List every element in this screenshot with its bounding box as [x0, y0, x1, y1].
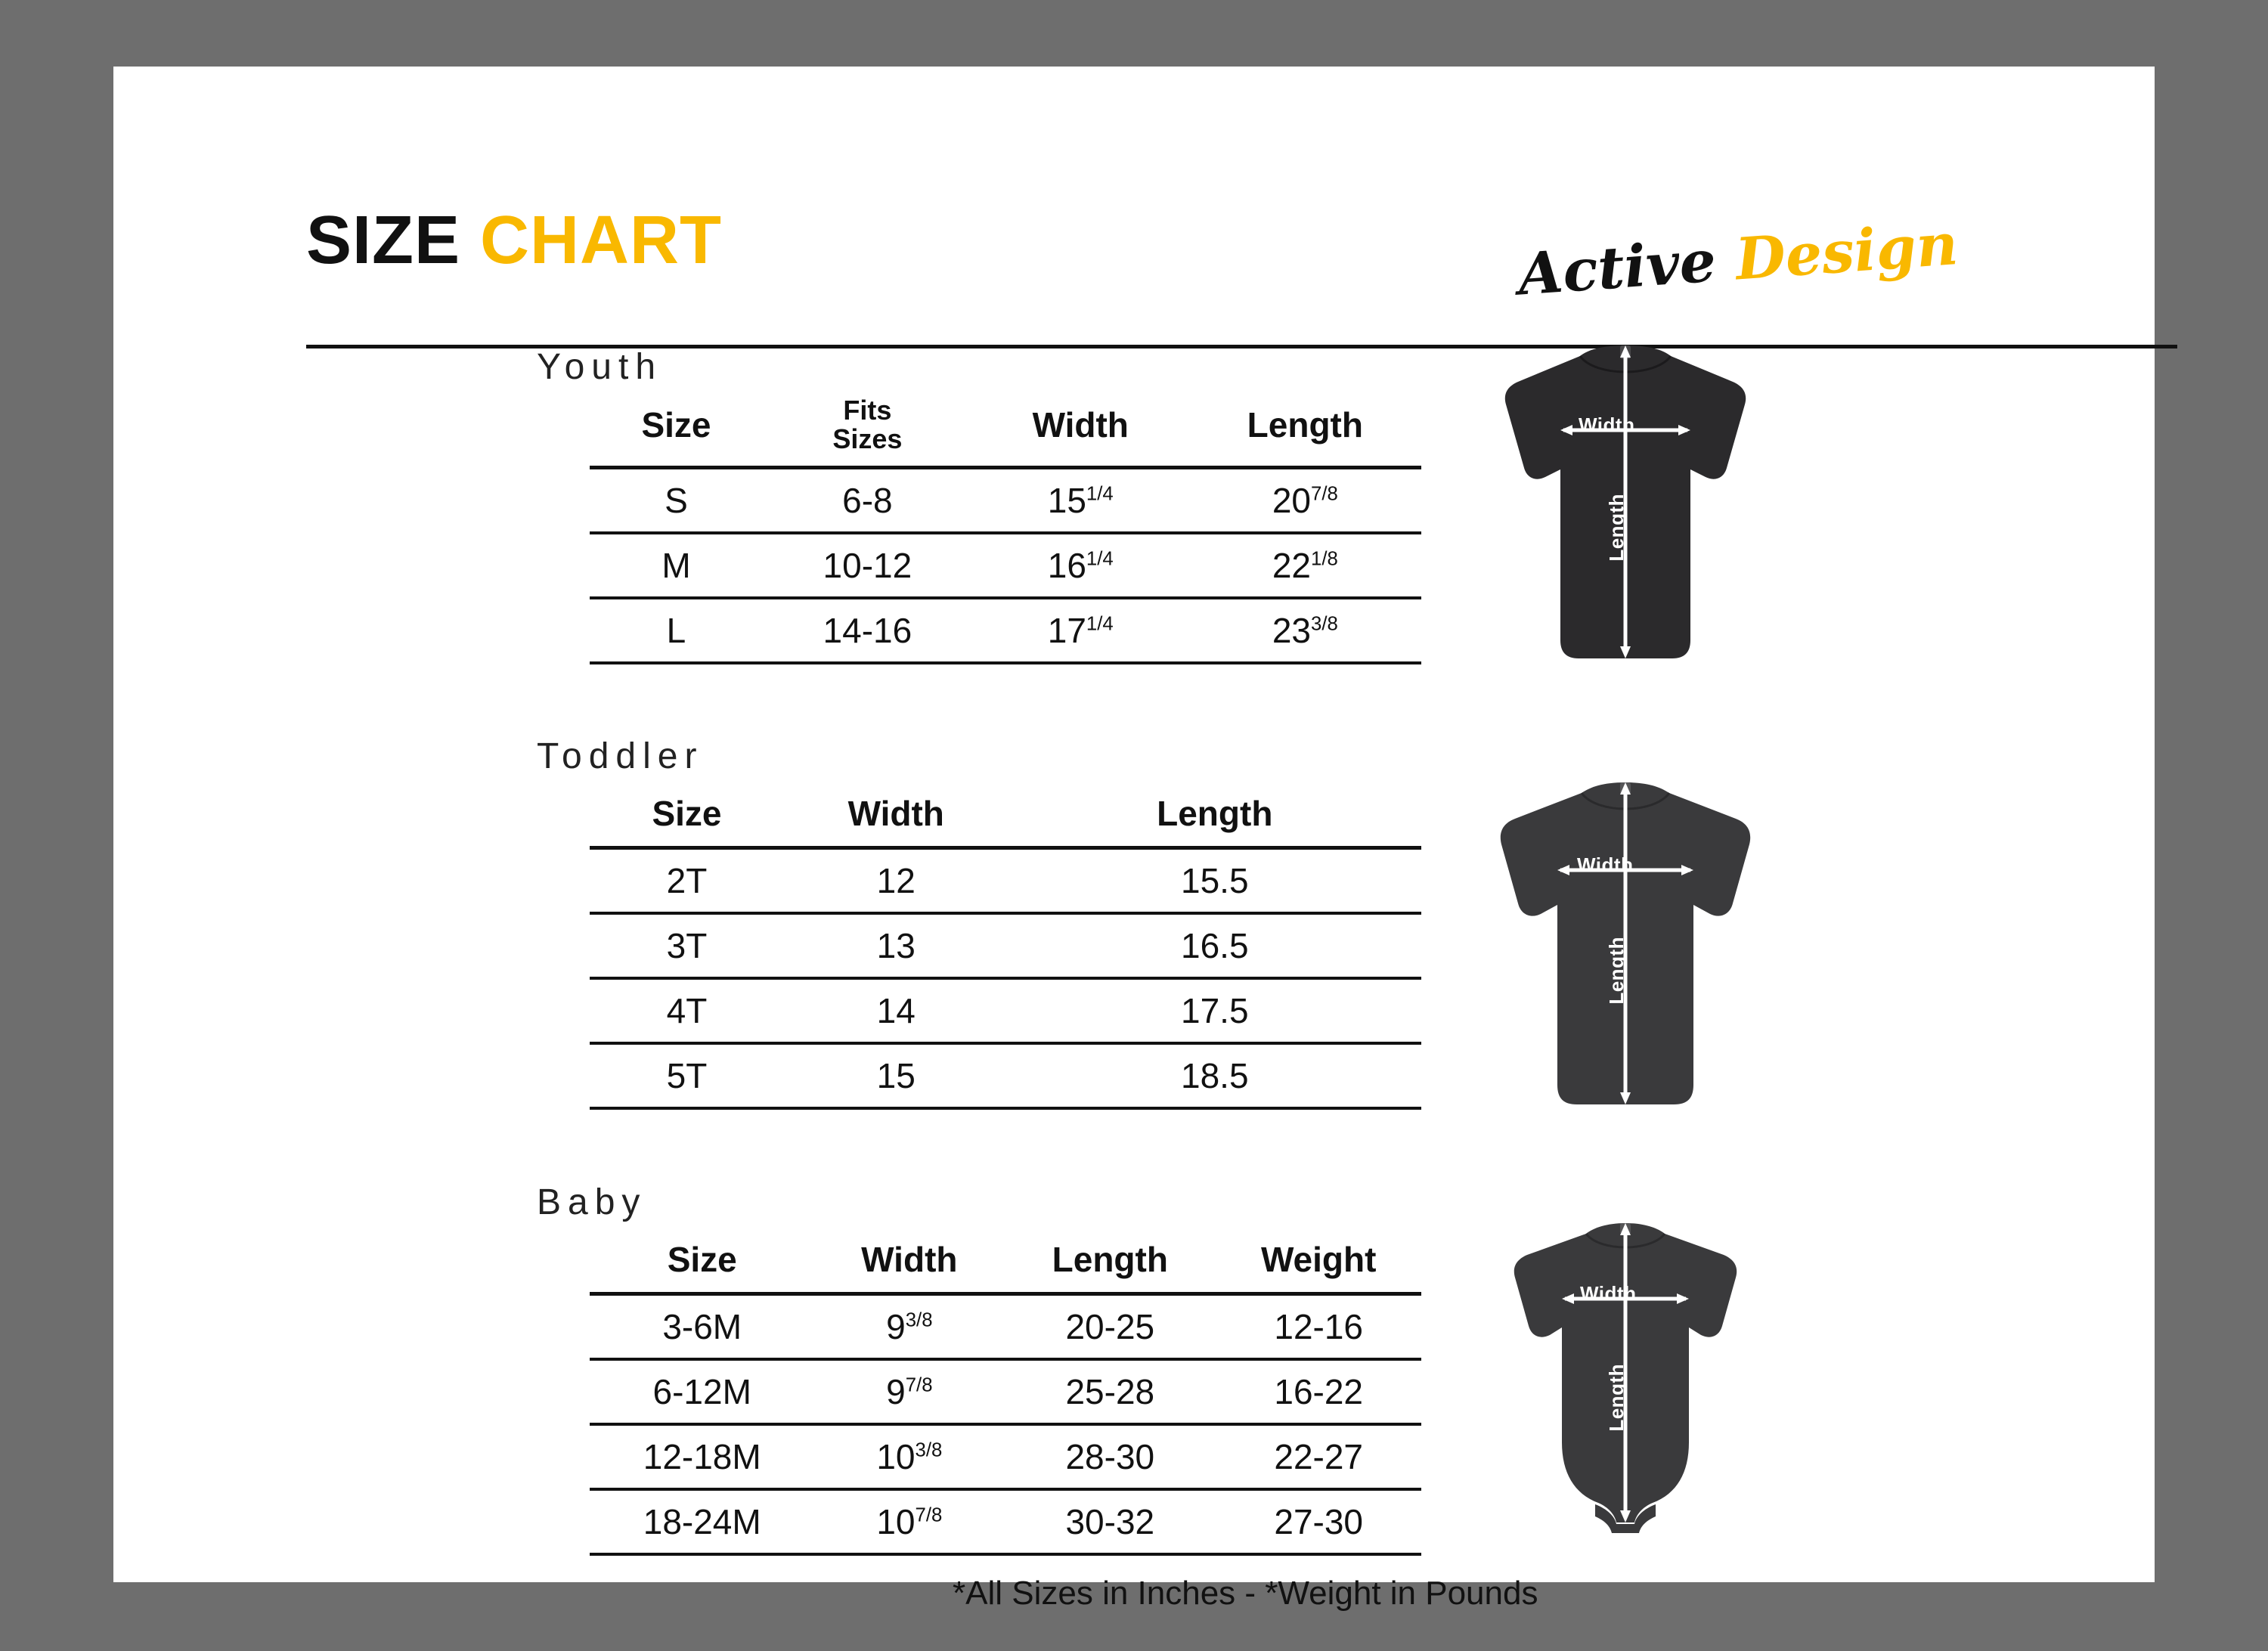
cell-width [972, 533, 1189, 598]
cell-width: 15 [784, 1043, 1009, 1108]
cell-weight: 16-22 [1216, 1359, 1421, 1424]
table-row [590, 598, 1421, 663]
cell-width: 13 [784, 913, 1009, 978]
cell-length [1189, 467, 1421, 533]
table-row [590, 533, 1421, 598]
cell-width-base: 16 [1047, 545, 1086, 585]
column-header-fits-line1: Fits [843, 395, 892, 426]
cell-width-base: 15 [1047, 480, 1086, 520]
cell-fits-sizes: 6-8 [763, 467, 972, 533]
cell-length-base: 23 [1272, 610, 1311, 650]
cell-width-fraction: 7/8 [915, 1504, 943, 1526]
cell-size: 3-6M [590, 1294, 814, 1360]
table-row [590, 1043, 1421, 1108]
column-header-fits-line2: Sizes [832, 423, 903, 454]
table-row [590, 467, 1421, 533]
column-header-length: Length [1004, 1234, 1216, 1294]
cell-length-base: 22 [1272, 545, 1311, 585]
cell-length: 17.5 [1009, 978, 1421, 1043]
column-header-length: Length [1009, 788, 1421, 848]
measure-label-length: Length [1605, 1364, 1628, 1432]
cell-width-base: 9 [886, 1307, 906, 1346]
cell-weight: 12-16 [1216, 1294, 1421, 1360]
table-row [590, 1294, 1421, 1360]
page-title [306, 203, 723, 278]
cell-length: 25-28 [1004, 1359, 1216, 1424]
section-label-toddler: Toddler [537, 736, 704, 776]
cell-width [814, 1424, 1004, 1489]
cell-width-base: 9 [886, 1372, 906, 1411]
cell-length: 15.5 [1009, 848, 1421, 914]
table-header-row [590, 788, 1421, 848]
cell-weight: 27-30 [1216, 1489, 1421, 1554]
section-label-baby: Baby [537, 1182, 647, 1222]
cell-width-fraction: 7/8 [905, 1374, 933, 1396]
footnote-text: *All Sizes in Inches - *Weight in Pounds [953, 1575, 1538, 1612]
column-header-width: Width [972, 392, 1189, 467]
cell-width: 14 [784, 978, 1009, 1043]
brand-name-part2: Design [1734, 210, 1961, 293]
brand-name-part1: Active [1516, 225, 1739, 308]
column-header-size: Size [590, 392, 763, 467]
cell-width-fraction: 3/8 [905, 1309, 933, 1331]
measure-label-length: Length [1605, 494, 1628, 562]
column-header-width: Width [784, 788, 1009, 848]
table-toddler [590, 788, 1421, 1110]
cell-width-base: 17 [1047, 610, 1086, 650]
cell-length-base: 20 [1272, 480, 1311, 520]
cell-width [972, 467, 1189, 533]
cell-width [972, 598, 1189, 663]
table-row [590, 1359, 1421, 1424]
cell-width [814, 1294, 1004, 1360]
cell-size: 5T [590, 1043, 784, 1108]
measure-label-width: Width [1579, 414, 1635, 436]
column-header-width: Width [814, 1234, 1004, 1294]
cell-width-fraction: 1/4 [1086, 613, 1114, 635]
cell-fits-sizes: 14-16 [763, 598, 972, 663]
cell-length [1189, 533, 1421, 598]
cell-width-fraction: 1/4 [1086, 548, 1114, 570]
table-header-row [590, 1234, 1421, 1294]
chart-header [197, 135, 2071, 308]
cell-length: 30-32 [1004, 1489, 1216, 1554]
column-header-size: Size [590, 1234, 814, 1294]
cell-fits-sizes: 10-12 [763, 533, 972, 598]
page-title-part1: SIZE [306, 203, 481, 278]
table-row [590, 978, 1421, 1043]
page-title-part2: CHART [480, 203, 723, 278]
cell-width [814, 1359, 1004, 1424]
cell-width-base: 10 [876, 1502, 916, 1541]
cell-weight: 22-27 [1216, 1424, 1421, 1489]
measure-label-width: Width [1577, 853, 1634, 876]
garment-illustration-youth [1467, 335, 1784, 675]
cell-length [1189, 598, 1421, 663]
cell-size: 4T [590, 978, 784, 1043]
column-header-size: Size [590, 788, 784, 848]
column-header-length: Length [1189, 392, 1421, 467]
cell-size: 18-24M [590, 1489, 814, 1554]
cell-size: M [590, 533, 763, 598]
cell-length: 28-30 [1004, 1424, 1216, 1489]
cell-length: 18.5 [1009, 1043, 1421, 1108]
cell-length-fraction: 7/8 [1311, 483, 1338, 505]
table-youth [590, 392, 1421, 664]
cell-width-fraction: 3/8 [915, 1439, 943, 1461]
measure-label-length: Length [1605, 937, 1628, 1005]
brand-logo [1517, 210, 1960, 308]
column-header-weight: Weight [1216, 1234, 1421, 1294]
cell-length: 20-25 [1004, 1294, 1216, 1360]
cell-size: 3T [590, 913, 784, 978]
garment-illustration-baby [1474, 1216, 1777, 1541]
cell-width: 12 [784, 848, 1009, 914]
measure-label-width: Width [1580, 1282, 1637, 1305]
cell-size: S [590, 467, 763, 533]
cell-size: 2T [590, 848, 784, 914]
cell-width [814, 1489, 1004, 1554]
table-row [590, 1424, 1421, 1489]
cell-length: 16.5 [1009, 913, 1421, 978]
cell-size: 12-18M [590, 1424, 814, 1489]
table-header-row [590, 392, 1421, 467]
size-chart-page [113, 67, 2155, 1612]
table-row [590, 1489, 1421, 1554]
table-row [590, 848, 1421, 914]
garment-illustration-toddler [1467, 773, 1784, 1129]
cell-size: 6-12M [590, 1359, 814, 1424]
column-header-fits-sizes [763, 392, 972, 467]
cell-width-base: 10 [876, 1437, 916, 1476]
section-label-youth: Youth [537, 347, 663, 387]
cell-length-fraction: 3/8 [1311, 613, 1338, 635]
cell-size: L [590, 598, 763, 663]
cell-width-fraction: 1/4 [1086, 483, 1114, 505]
table-baby [590, 1234, 1421, 1556]
table-row [590, 913, 1421, 978]
cell-length-fraction: 1/8 [1311, 548, 1338, 570]
